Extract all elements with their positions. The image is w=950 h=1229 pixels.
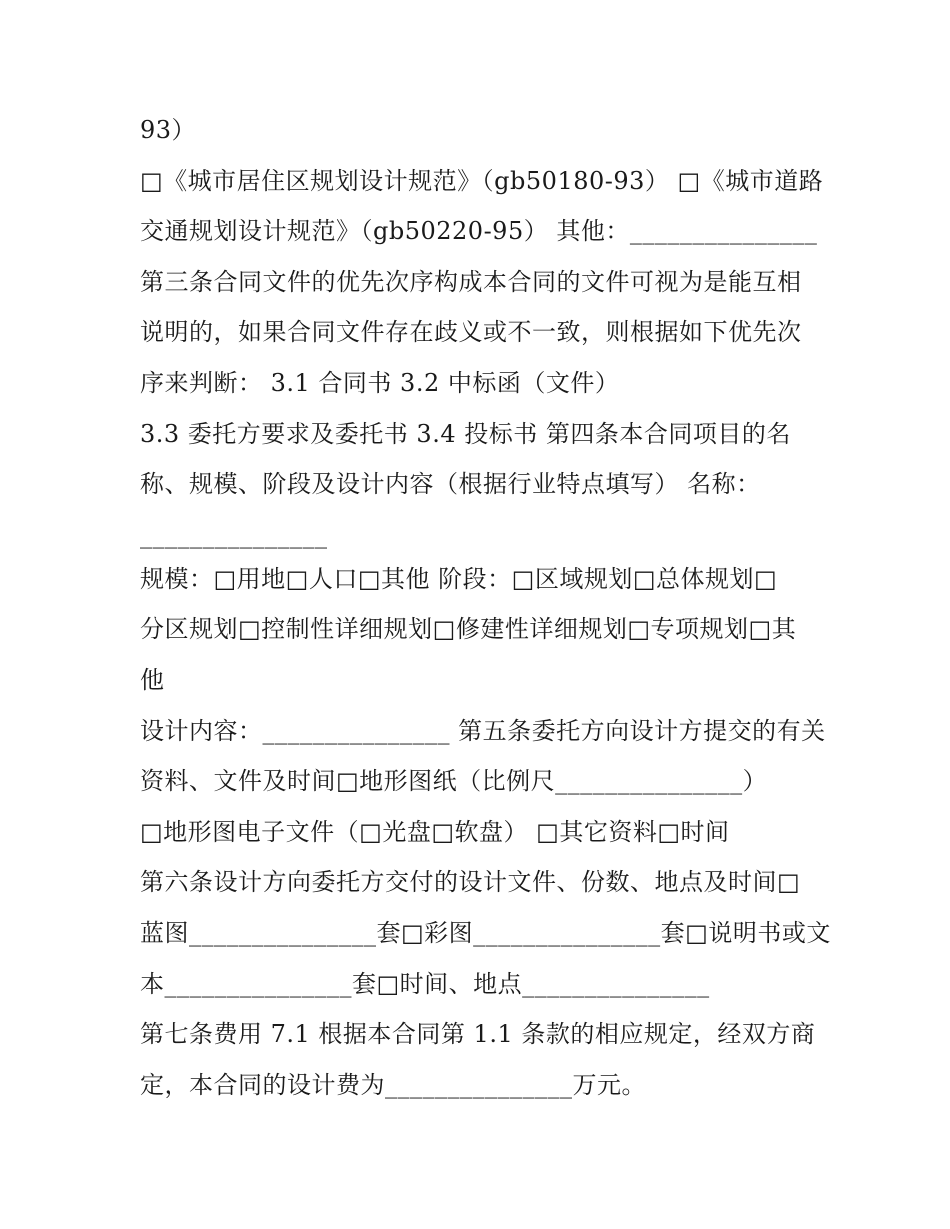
- text-line-7: 3.3 委托方要求及委托书 3.4 投标书 第四条本合同项目的名: [140, 420, 791, 448]
- text-line-20: 定，本合同的设计费为_______________万元。: [140, 1071, 646, 1099]
- text-line-18: 本_______________套□时间、地点_______________: [140, 970, 710, 998]
- text-line-14: 资料、文件及时间□地形图纸（比例尺_______________）: [140, 767, 768, 795]
- text-line-5: 说明的，如果合同文件存在歧义或不一致，则根据如下优先次: [140, 318, 802, 346]
- text-line-2: □《城市居住区规划设计规范》（gb50180-93） □《城市道路: [140, 167, 824, 195]
- text-line-17: 蓝图_______________套□彩图_______________套□说明书或文: [140, 919, 831, 947]
- text-line-16: 第六条设计方向委托方交付的设计文件、份数、地点及时间□: [140, 868, 801, 896]
- text-line-19: 第七条费用 7.1 根据本合同第 1.1 条款的相应规定，经双方商: [140, 1020, 816, 1048]
- text-line-11: 分区规划□控制性详细规划□修建性详细规划□专项规划□其: [140, 615, 797, 643]
- text-line-8: 称、规模、阶段及设计内容（根据行业特点填写） 名称：: [140, 470, 761, 498]
- text-line-3: 交通规划设计规范》（gb50220-95） 其他：_______________: [140, 217, 818, 245]
- text-line-4: 第三条合同文件的优先次序构成本合同的文件可视为是能互相: [140, 268, 802, 296]
- text-line-15: □地形图电子文件（□光盘□软盘） □其它资料□时间: [140, 818, 730, 846]
- text-line-1: 93）: [140, 116, 197, 144]
- text-line-10: 规模：□用地□人口□其他 阶段：□区域规划□总体规划□: [140, 565, 778, 593]
- text-line-12: 他: [140, 666, 165, 694]
- text-line-13: 设计内容：_______________ 第五条委托方向设计方提交的有关: [140, 717, 826, 745]
- text-line-6: 序来判断： 3.1 合同书 3.2 中标函（文件）: [140, 369, 620, 397]
- text-line-9: _______________: [140, 521, 328, 549]
